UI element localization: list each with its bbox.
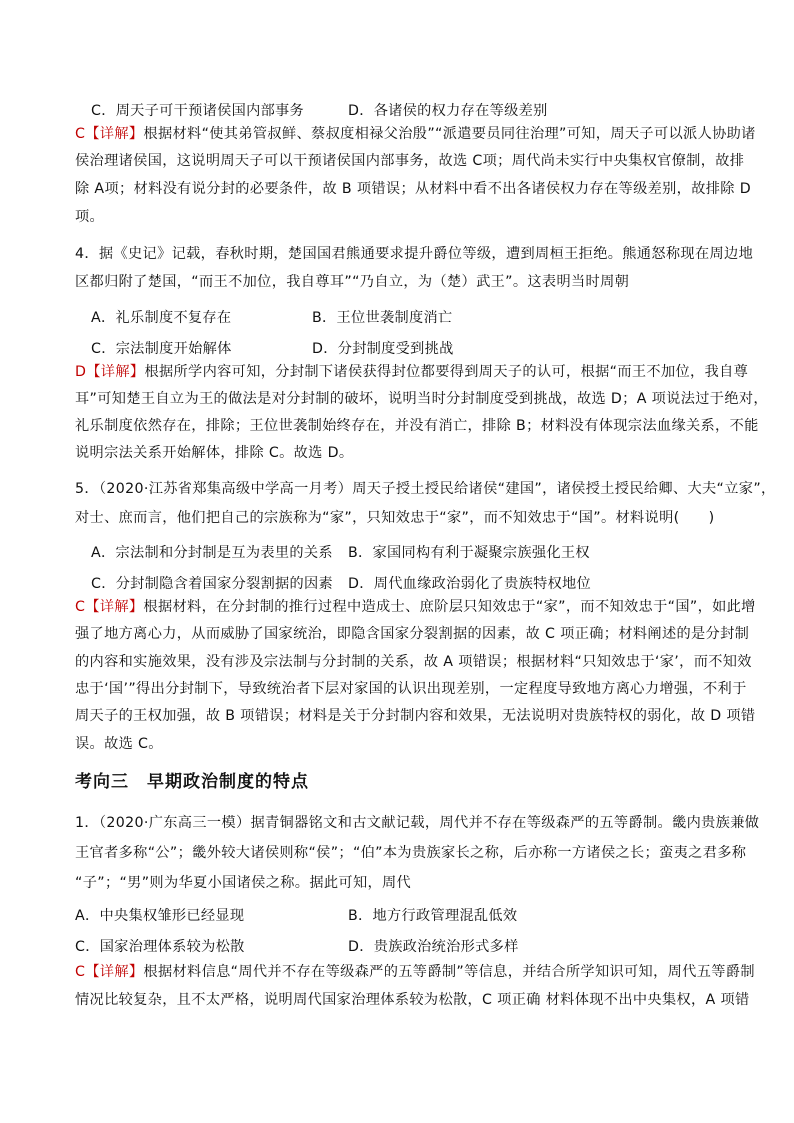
q4-answer: D【详解】	[75, 364, 145, 380]
q5-explanation-line-3: 的内容和实施效果，没有涉及宗法制与分封制的关系，故 A 项错误；根据材料“只知效忠于‘家’，而不知效	[75, 654, 752, 670]
s3q1-option-d: D．贵族政治统治形式多样	[348, 939, 519, 955]
s3q1-option-a: A．中央集权雏形已经显现	[75, 908, 245, 924]
section-title: 考向三 早期政治制度的特点	[75, 772, 309, 792]
s3q1-explanation-line-2: 情况比较复杂，且不太严格，说明周代国家治理体系较为松散，C 项正确 材料体现不出中央集权，A 项错	[75, 992, 750, 1008]
s3q1-stem-line-3: “子”；“男”则为华夏小国诸侯之称。据此可知，周代	[75, 875, 412, 891]
q3-explanation-line-1: C【详解】根据材料“使其弟管叔鲜、蔡叔度相禄父治殷”“派遣要员同往治理”可知，周天子可以派人协助诸	[75, 126, 756, 142]
s3q1-option-b: B．地方行政管理混乱低效	[348, 908, 518, 924]
s3q1-answer: C【详解】	[75, 964, 144, 980]
q5-explanation-line-6: 误。故选 C。	[75, 736, 163, 752]
s3q1-stem-line-1: 1．（2020·广东高三一模）据青铜器铭文和古文献记载，周代并不存在等级森严的五等爵制。畿内贵族兼做	[75, 815, 760, 831]
q5-explanation-line-4: 忠于‘国’”得出分封制下，导致统治者下层对家国的认识出现差别，一定程度导致地方离心力增强，不利于	[75, 681, 747, 697]
q4-explanation-line-2: 耳”可知楚王自立为王的做法是对分封制的破坏，说明当时分封制度受到挑战，故选 D；A 项说法过于绝对，	[75, 391, 768, 407]
q4-option-d: D．分封制度受到挑战	[312, 341, 454, 357]
q4-option-c: C．宗法制度开始解体	[91, 341, 232, 357]
q4-explanation-line-4: 说明宗法关系开始解体，排除 C。故选 D。	[75, 445, 354, 461]
q5-explanation-line-2: 强了地方离心力，从而威胁了国家统治，即隐含国家分裂割据的因素，故 C 项正确；材料阐述的是分封制	[75, 626, 750, 642]
q4-stem-line-2: 区都归附了楚国，“而王不加位，我自尊耳”“乃自立，为（楚）武王”。这表明当时周朝	[75, 274, 630, 290]
q5-answer: C【详解】	[75, 599, 144, 615]
q4-option-b: B．王位世袭制度消亡	[312, 310, 453, 326]
q3-explanation-line-4: 项。	[75, 209, 105, 225]
q5-option-b: B．家国同构有利于凝聚宗族强化王权	[348, 545, 590, 561]
q4-explanation-line-1: D【详解】根据所学内容可知，分封制下诸侯获得封位都要得到周天子的认可，根据“而王不加位，我自尊	[75, 364, 749, 380]
s3q1-stem-line-2: 王官者多称“公”；畿外较大诸侯则称“侯”；“伯”本为贵族家长之称，后亦称一方诸侯之长；蛮夷之君多称	[75, 845, 747, 861]
q5-explanation-line-1: C【详解】根据材料，在分封制的推行过程中造成士、庶阶层只知效忠于“家”，而不知效忠于“国”，如此增	[75, 599, 756, 615]
q3-explanation-line-3: 除 A项；材料没有说分封的必要条件，故 B 项错误；从材料中看不出各诸侯权力存在等级差别，故排除 D	[75, 181, 751, 197]
s3q1-explanation-line-1: C【详解】根据材料信息“周代并不存在等级森严的五等爵制”等信息，并结合所学知识可知，周代五等爵制	[75, 964, 755, 980]
q3-option-d: D．各诸侯的权力存在等级差别	[348, 103, 548, 119]
q4-option-a: A．礼乐制度不复存在	[91, 310, 232, 326]
q5-option-c: C．分封制隐含着国家分裂割据的因素	[91, 576, 334, 592]
q5-stem-line-1: 5．（2020·江苏省郑集高级中学高一月考）周天子授土授民给诸侯“建国”，诸侯授土授民给卿、大夫“立家”，	[75, 481, 776, 497]
q4-explanation-line-3: 礼乐制度依然存在，排除；王位世袭制始终存在，并没有消亡，排除 B；材料没有体现宗法血缘关系，不能	[75, 418, 759, 434]
s3q1-option-c: C．国家治理体系较为松散	[75, 939, 245, 955]
q3-explanation-line-2: 侯治理诸侯国，这说明周天子可以干预诸侯国内部事务，故选 C项；周代尚未实行中央集权官僚制，故排	[75, 153, 745, 169]
q5-option-d: D．周代血缘政治弱化了贵族特权地位	[348, 576, 592, 592]
q4-stem-line-1: 4．据《史记》记载，春秋时期，楚国国君熊通要求提升爵位等级，遭到周桓王拒绝。熊通怒称现在周边地	[75, 246, 754, 262]
q3-option-c: C．周天子可干预诸侯国内部事务	[91, 103, 305, 119]
q5-option-a: A．宗法制和分封制是互为表里的关系	[91, 545, 333, 561]
q5-stem-line-2: 对士、庶而言，他们把自己的宗族称为“家”，只知效忠于“家”，而不知效忠于“国”。材料说明( )	[75, 510, 715, 526]
q5-explanation-line-5: 周天子的王权加强，故 B 项错误；材料是关于分封制内容和效果，无法说明对贵族特权的弱化，故 D 项错	[75, 708, 756, 724]
q3-answer: C【详解】	[75, 126, 144, 142]
